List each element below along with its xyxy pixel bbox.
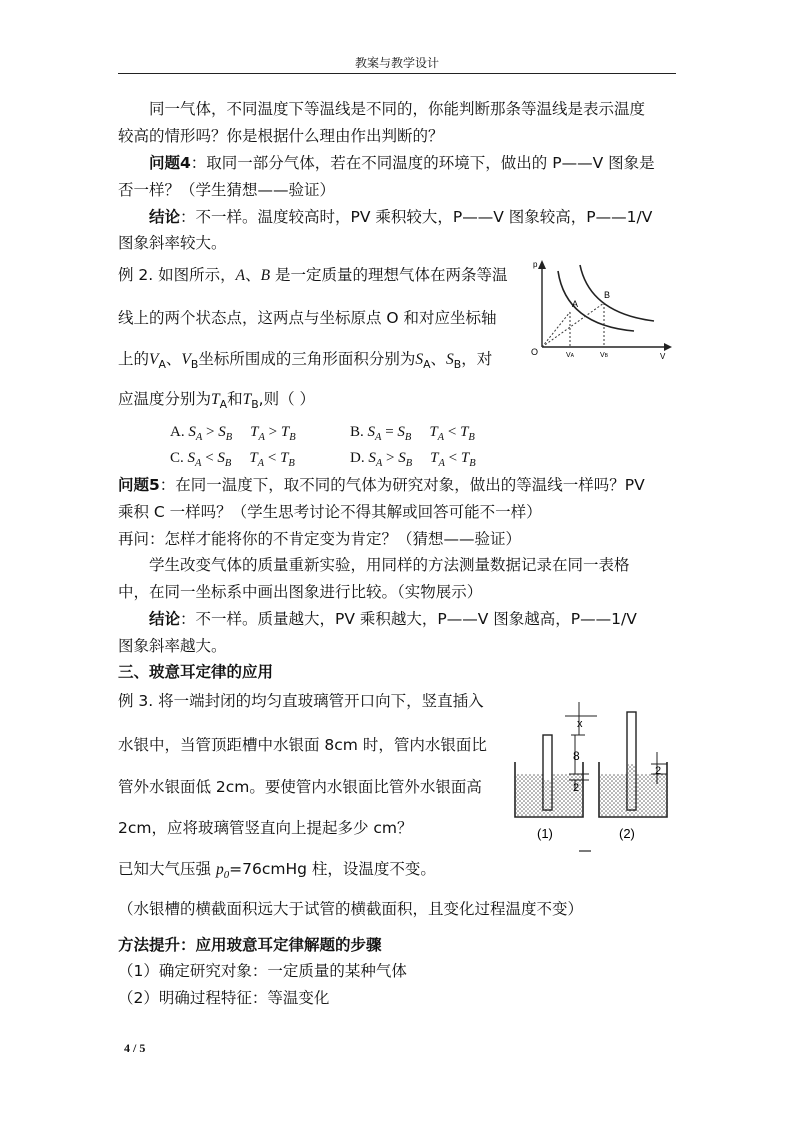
- question-5-line2: 乘积 C 一样吗？（学生思考讨论不得其解或回答可能不一样）: [118, 503, 542, 521]
- subscript-a: A: [423, 358, 431, 372]
- label-2: 2: [573, 782, 580, 794]
- separator: 、: [165, 350, 182, 368]
- area-symbol: S: [446, 351, 454, 368]
- method-step-2: （2）明确过程特征：等温变化: [118, 989, 330, 1007]
- example-2-intro: 例 2. 如图所示，: [118, 266, 236, 284]
- text: 应温度分别为: [118, 390, 212, 408]
- option-c[interactable]: C. $S_A < S_B$ $T_A < T_B$: [170, 450, 295, 469]
- isotherm-figure: [528, 255, 676, 363]
- temperature-symbol: T: [211, 391, 220, 408]
- temperature-symbol: T: [242, 391, 252, 408]
- option-d[interactable]: D. $S_A > S_B$ $T_A < T_B$: [350, 450, 476, 469]
- label-va: VA: [566, 352, 575, 359]
- conclusion-1-line1: [149, 205, 652, 227]
- example-3-line4: 2cm，应将玻璃管竖直向上提起多少 cm？: [118, 819, 413, 837]
- label-2-right: 2: [655, 765, 662, 777]
- p-axis-arrow: [538, 260, 546, 269]
- conclusion-2-line2: 图象斜率越大。: [118, 637, 227, 655]
- conclusion-2-label: 结论: [149, 610, 181, 628]
- question-5-line3: 再问：怎样才能将你的不肯定变为肯定？（猜想——验证）: [118, 530, 522, 548]
- label-b: B: [604, 290, 611, 300]
- option-b[interactable]: B. $S_A = S_B$ $T_A < T_B$: [350, 424, 475, 443]
- conclusion-1-label: 结论: [149, 208, 181, 226]
- text: 和: [227, 390, 243, 408]
- text: ,则（ ）: [258, 390, 316, 408]
- options-row-2: [170, 450, 476, 469]
- question-5-line5: 中，在同一坐标系中画出图象进行比较。（实物展示）: [118, 583, 483, 601]
- option-a[interactable]: A. $S_A > S_B$ $T_A > T_B$: [170, 424, 296, 443]
- point-a-symbol: A: [235, 267, 246, 284]
- subscript-b: B: [190, 358, 199, 372]
- subscript-a: A: [158, 358, 166, 372]
- label-8: 8: [573, 749, 580, 763]
- para-isotherm-line2: 较高的情形吗？你是根据什么理由作出判断的？: [118, 127, 444, 145]
- tube-2-mercury: [628, 764, 635, 809]
- example-3-line2: 水银中，当管顶距槽中水银面 8cm 时，管内水银面比: [118, 736, 487, 754]
- example-3-line5: [118, 857, 436, 881]
- example-2-line3: [118, 347, 492, 371]
- isotherm-curve-lower: [558, 271, 634, 331]
- label-vb: VB: [600, 352, 609, 359]
- v-axis-arrow: [664, 343, 672, 351]
- subscript-b: B: [251, 398, 259, 412]
- label-v: V: [660, 352, 666, 361]
- text: 已知大气压强: [118, 860, 216, 878]
- pressure-symbol: p: [215, 861, 224, 878]
- question-5-line4: 学生改变气体的质量重新实验，用同样的方法测量数据记录在同一表格: [149, 556, 630, 574]
- question-4-line1: [149, 151, 655, 173]
- subscript-b: B: [453, 358, 462, 372]
- para-isotherm-line1: 同一气体，不同温度下等温线是不同的，你能判断那条等温线是表示温度: [149, 100, 646, 118]
- conclusion-1-text: ：不一样。温度较高时，PV 乘积较大，P——V 图象较高，P——1/V: [180, 208, 653, 226]
- volume-symbol: V: [181, 351, 191, 368]
- separator: 、: [430, 350, 447, 368]
- example-2-line1: [118, 263, 508, 285]
- text: 坐标所围成的三角形面积分别为: [198, 350, 416, 368]
- question-5-line1: [118, 473, 645, 495]
- header-rule: [118, 73, 676, 74]
- label-o: O: [531, 347, 539, 357]
- line-o-to-b: [542, 303, 604, 347]
- conclusion-2-line1: [149, 607, 637, 629]
- options-row-1: [170, 424, 475, 443]
- caption-1: (1): [537, 826, 553, 841]
- subscript-0: 0: [223, 869, 230, 882]
- subscript-a: A: [219, 398, 228, 412]
- section-3-title: 三、玻意耳定律的应用: [118, 663, 274, 681]
- question-4-text: ：取同一部分气体，若在不同温度的环境下，做出的 P——V 图象是: [190, 154, 655, 172]
- conclusion-2-text: ：不一样。质量越大，PV 乘积越大，P——V 图象越高，P——1/V: [180, 610, 637, 628]
- text: =76cmHg 柱，设温度不变。: [229, 860, 436, 878]
- separator: 、: [245, 266, 261, 284]
- example-3-line1: 例 3. 将一端封闭的均匀直玻璃管开口向下，竖直插入: [118, 692, 484, 710]
- page-header: 教案与教学设计: [354, 56, 439, 70]
- question-4-label: 问题4: [149, 154, 191, 172]
- mercury-tube-figure: [513, 694, 677, 856]
- example-3-line6: （水银槽的横截面积远大于试管的横截面积，且变化过程温度不变）: [118, 900, 584, 918]
- area-symbol: S: [415, 351, 424, 368]
- conclusion-1-line2: 图象斜率较大。: [118, 234, 227, 252]
- caption-2: (2): [619, 826, 635, 841]
- method-title: 方法提升：应用玻意耳定律解题的步骤: [118, 936, 382, 954]
- label-p: p: [533, 260, 538, 269]
- text: 上的: [118, 350, 150, 368]
- label-x: x: [577, 718, 583, 730]
- text: ，对: [461, 350, 493, 368]
- volume-symbol: V: [149, 351, 159, 368]
- page-number: 4 / 5: [124, 1041, 146, 1055]
- point-b-symbol: B: [260, 267, 271, 284]
- tube-1-mercury: [544, 780, 551, 809]
- method-step-1: （1）确定研究对象：一定质量的某种气体: [118, 962, 407, 980]
- example-3-line3: 管外水银面低 2cm。要使管内水银面比管外水银面高: [118, 778, 482, 796]
- question-4-line2: 否一样？（学生猜想——验证）: [118, 181, 336, 199]
- example-2-line2: 线上的两个状态点，这两点与坐标原点 O 和对应坐标轴: [118, 309, 497, 327]
- example-2-line4: [118, 387, 315, 411]
- label-a: A: [572, 299, 579, 309]
- question-5-label: 问题5: [118, 476, 160, 494]
- question-5-text: ：在同一温度下，取不同的气体为研究对象，做出的等温线一样吗？PV: [159, 476, 645, 494]
- example-2-text: 是一定质量的理想气体在两条等温: [270, 266, 508, 284]
- isotherm-curve-upper: [580, 265, 654, 321]
